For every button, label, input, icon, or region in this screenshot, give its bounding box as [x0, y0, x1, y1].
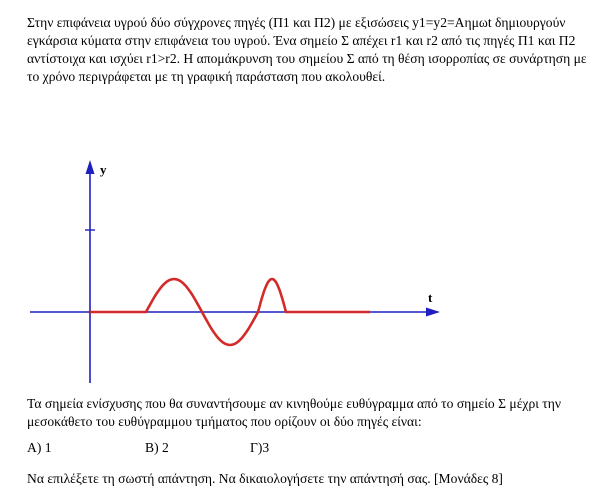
problem-instruction: Να επιλέξετε τη σωστή απάντηση. Να δικαιολογήσετε την απάντησή σας. [Μονάδες 8]	[27, 471, 503, 486]
displacement-time-graph	[0, 150, 607, 385]
y-axis-arrow	[86, 160, 95, 174]
option-c[interactable]: Γ)3	[250, 440, 270, 455]
option-a[interactable]: Α) 1	[27, 440, 52, 455]
y-axis-label: y	[100, 162, 107, 177]
x-axis-label: t	[428, 290, 433, 305]
problem-intro: Στην επιφάνεια υγρού δύο σύγχρονες πηγές (Π1 και Π2) με εξισώσεις y1=y2=Αημωt δημιουργούν εγκάρσια κύματα στην επιφάνεια του υγρού. Ένα σημείο Σ απέχει r1 και r2 από τις πηγές Π1 και Π2 αντίστοιχα και ισχύει r1>r2. Η απομάκρυνση του σημείου Σ από τη θέση ισορροπίας σε συνάρτηση με το χρόνο περιγράφεται με τη γραφική παράσταση που ακολουθεί.	[27, 15, 587, 84]
option-b[interactable]: Β) 2	[145, 440, 169, 455]
problem-question: Τα σημεία ενίσχυσης που θα συναντήσουμε αν κινηθούμε ευθύγραμμα από το σημείο Σ μέχρι την μεσοκάθετο του ευθύγραμμου τμήματος που ορίζουν οι δύο πηγές είναι:	[27, 396, 562, 429]
x-axis-arrow	[426, 308, 440, 317]
